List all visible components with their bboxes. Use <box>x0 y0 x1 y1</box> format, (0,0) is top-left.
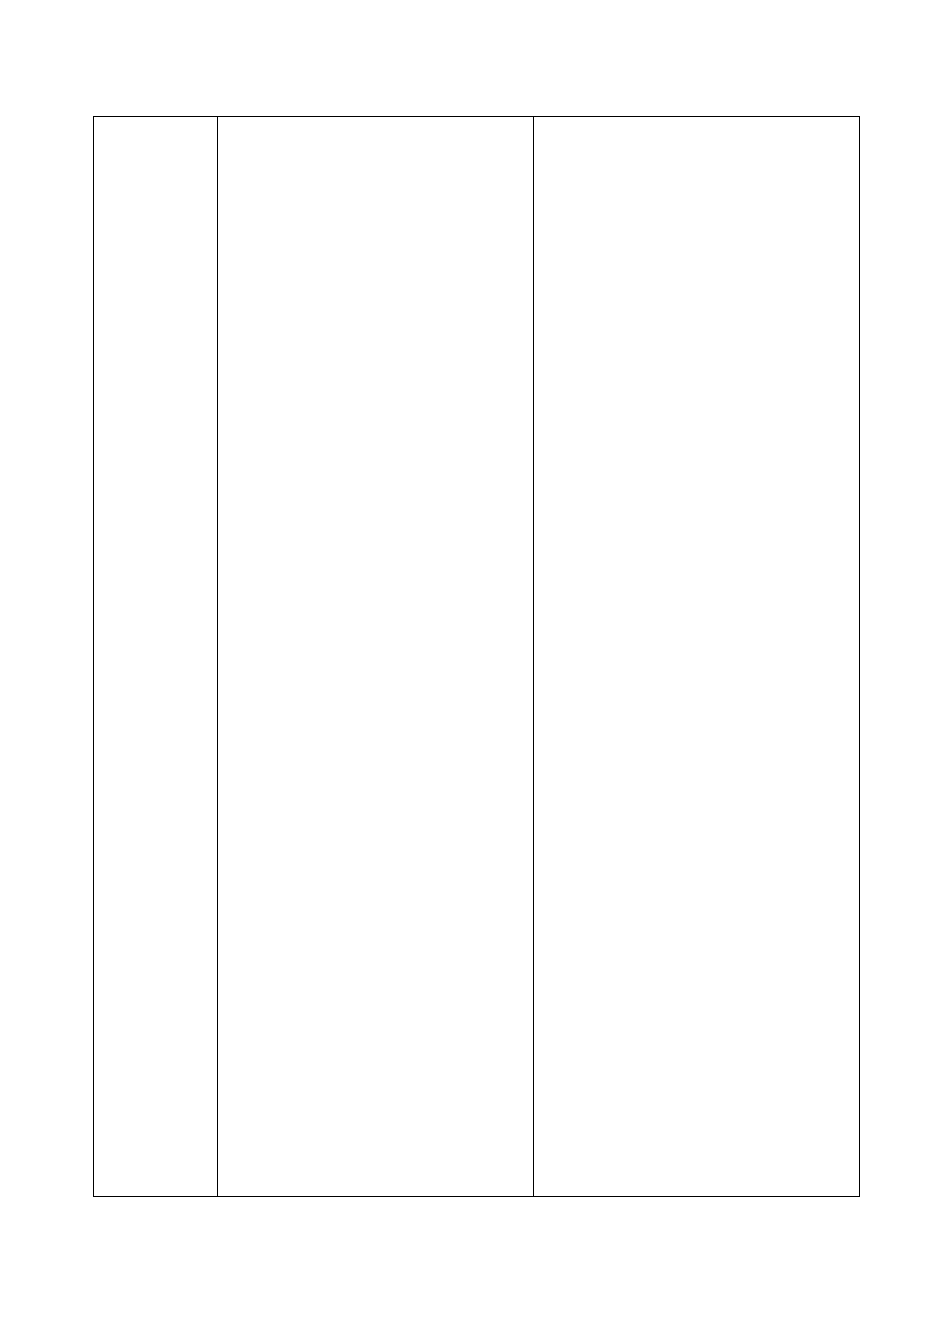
teaching-content-cell <box>218 117 534 1197</box>
left-column-cell <box>94 117 218 1197</box>
lesson-plan-table <box>93 116 860 1197</box>
student-activity-cell <box>534 117 860 1197</box>
